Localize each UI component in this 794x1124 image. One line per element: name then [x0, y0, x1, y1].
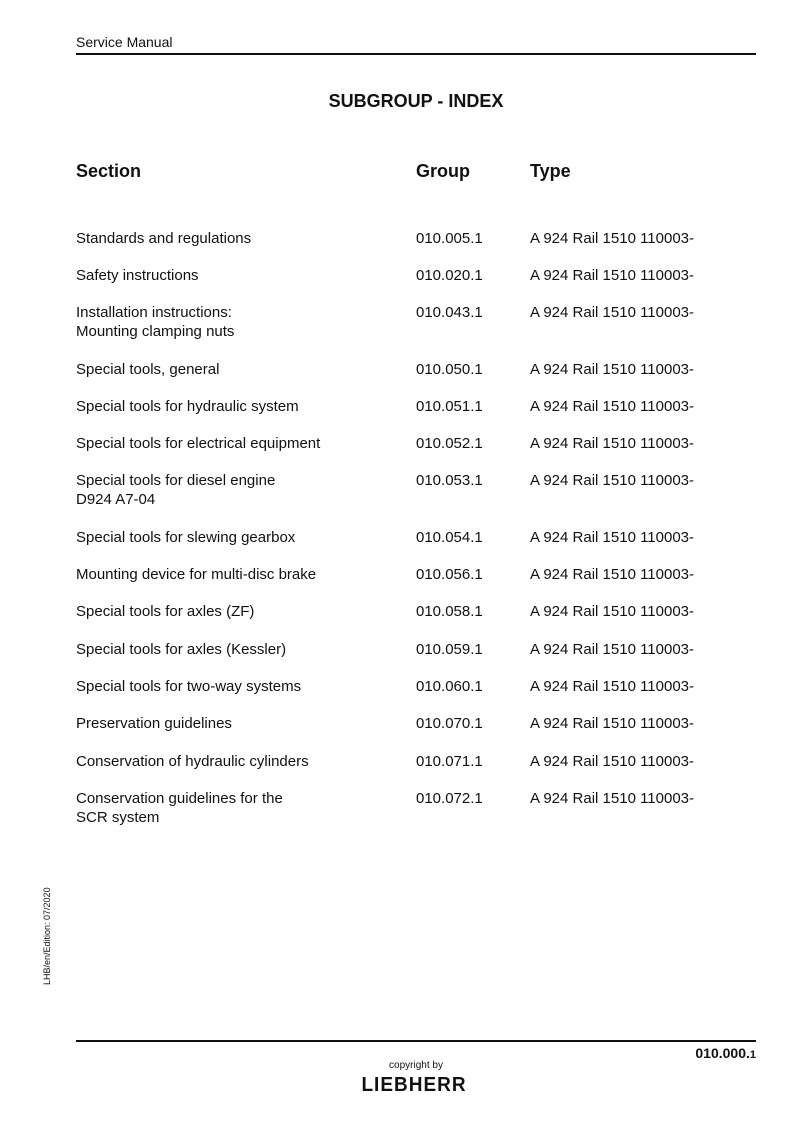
type-cell: A 924 Rail 1510 110003- [530, 678, 695, 695]
page-number-main: 010.000. [695, 1045, 750, 1061]
type-cell: A 924 Rail 1510 110003- [530, 715, 695, 732]
group-cell: 010.005.1 [416, 230, 483, 247]
type-cell: A 924 Rail 1510 110003- [530, 566, 695, 583]
group-cell: 010.056.1 [416, 566, 483, 583]
section-cell: Installation instructions: Mounting clamping nuts [76, 304, 235, 340]
section-cell: Special tools, general [76, 361, 220, 378]
section-cell: Special tools for electrical equipment [76, 435, 321, 452]
section-cell: Special tools for slewing gearbox [76, 529, 296, 546]
group-cell: 010.052.1 [416, 435, 483, 452]
section-cell: Standards and regulations [76, 230, 252, 247]
section-cell: Preservation guidelines [76, 715, 232, 732]
type-cell: A 924 Rail 1510 110003- [530, 304, 695, 321]
type-cell: A 924 Rail 1510 110003- [530, 790, 695, 807]
section-cell: Safety instructions [76, 267, 199, 284]
group-cell: 010.043.1 [416, 304, 483, 321]
group-cell: 010.070.1 [416, 715, 483, 732]
page-number [695, 1045, 756, 1061]
group-cell: 010.071.1 [416, 753, 483, 770]
page-number-sub: 1 [749, 1049, 756, 1061]
page-title: SUBGROUP - INDEX [328, 91, 504, 111]
group-cell: 010.050.1 [416, 361, 483, 378]
type-cell: A 924 Rail 1510 110003- [530, 361, 695, 378]
group-cell: 010.059.1 [416, 641, 483, 658]
type-cell: A 924 Rail 1510 110003- [530, 267, 695, 284]
section-cell: Special tools for hydraulic system [76, 398, 299, 415]
type-cell: A 924 Rail 1510 110003- [530, 603, 695, 620]
column-header-type: Type [530, 161, 571, 181]
section-cell: Special tools for axles (ZF) [76, 603, 255, 620]
group-cell: 010.058.1 [416, 603, 483, 620]
liebherr-logo: LIEBHERR [361, 1074, 467, 1097]
edition-side-text: LHB/en/Edition: 07/2020 [42, 887, 52, 985]
column-header-section: Section [76, 161, 142, 181]
type-cell: A 924 Rail 1510 110003- [530, 529, 695, 546]
header-label: Service Manual [76, 34, 173, 50]
type-cell: A 924 Rail 1510 110003- [530, 641, 695, 658]
section-cell: Mounting device for multi-disc brake [76, 566, 317, 583]
section-cell: Conservation guidelines for the SCR system [76, 790, 283, 826]
copyright-text: copyright by [389, 1060, 443, 1071]
group-cell: 010.051.1 [416, 398, 483, 415]
type-cell: A 924 Rail 1510 110003- [530, 398, 695, 415]
group-cell: 010.054.1 [416, 529, 483, 546]
section-cell: Special tools for diesel engine D924 A7-04 [76, 472, 276, 508]
section-cell: Conservation of hydraulic cylinders [76, 753, 309, 770]
section-cell: Special tools for two-way systems [76, 678, 302, 695]
group-cell: 010.060.1 [416, 678, 483, 695]
column-header-group: Group [416, 161, 470, 181]
type-cell: A 924 Rail 1510 110003- [530, 435, 695, 452]
group-cell: 010.053.1 [416, 472, 483, 489]
type-cell: A 924 Rail 1510 110003- [530, 753, 695, 770]
group-cell: 010.020.1 [416, 267, 483, 284]
group-cell: 010.072.1 [416, 790, 483, 807]
type-cell: A 924 Rail 1510 110003- [530, 472, 695, 489]
type-cell: A 924 Rail 1510 110003- [530, 230, 695, 247]
section-cell: Special tools for axles (Kessler) [76, 641, 287, 658]
footer-rule [76, 1040, 756, 1042]
